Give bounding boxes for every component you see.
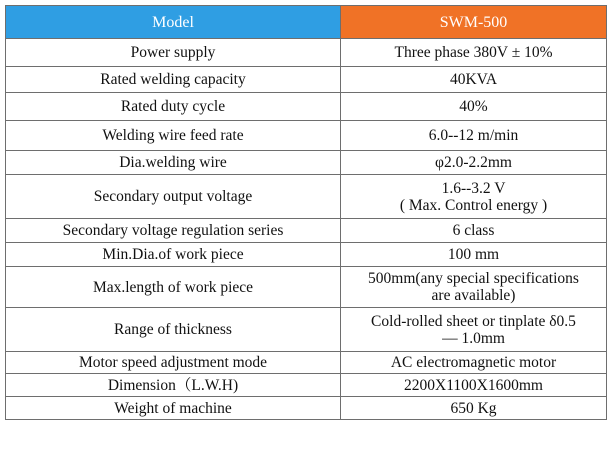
header-label-cell: Model bbox=[6, 6, 341, 39]
spec-label: Welding wire feed rate bbox=[6, 121, 341, 151]
table-row bbox=[6, 243, 607, 267]
spec-value: Three phase 380V ± 10% bbox=[341, 39, 607, 67]
table-row bbox=[6, 67, 607, 93]
table-row bbox=[6, 308, 607, 352]
spec-value: 6.0--12 m/min bbox=[341, 121, 607, 151]
spec-value: 6 class bbox=[341, 219, 607, 243]
spec-value: 40% bbox=[341, 93, 607, 121]
spec-value-line-2: — 1.0mm bbox=[442, 329, 505, 347]
spec-label: Range of thickness bbox=[6, 308, 341, 352]
spec-value-multiline bbox=[341, 175, 607, 219]
spec-table-container bbox=[5, 5, 606, 420]
spec-value-line-2: ( Max. Control energy ) bbox=[399, 196, 548, 214]
spec-value-line-2: are available) bbox=[431, 287, 516, 304]
spec-label: Max.length of work piece bbox=[6, 267, 341, 308]
spec-label: Dimension（L.W.H) bbox=[6, 374, 341, 397]
spec-label: Min.Dia.of work piece bbox=[6, 243, 341, 267]
table-row bbox=[6, 121, 607, 151]
table-row bbox=[6, 267, 607, 308]
spec-value-multiline bbox=[341, 267, 607, 308]
spec-value: AC electromagnetic motor bbox=[341, 352, 607, 374]
spec-value: 650 Kg bbox=[341, 397, 607, 420]
spec-label: Rated duty cycle bbox=[6, 93, 341, 121]
table-row bbox=[6, 352, 607, 374]
spec-value-multiline bbox=[341, 308, 607, 352]
spec-value: 2200X1100X1600mm bbox=[341, 374, 607, 397]
table-row bbox=[6, 39, 607, 67]
spec-table bbox=[5, 5, 607, 420]
spec-label: Rated welding capacity bbox=[6, 67, 341, 93]
table-row bbox=[6, 374, 607, 397]
spec-value: φ2.0-2.2mm bbox=[341, 151, 607, 175]
table-row bbox=[6, 175, 607, 219]
spec-value-line-1: Cold-rolled sheet or tinplate δ0.5 bbox=[371, 312, 576, 330]
spec-label: Secondary output voltage bbox=[6, 175, 341, 219]
table-row bbox=[6, 151, 607, 175]
spec-label: Dia.welding wire bbox=[6, 151, 341, 175]
header-model-value-cell: SWM-500 bbox=[341, 6, 607, 39]
spec-value: 100 mm bbox=[341, 243, 607, 267]
spec-label: Secondary voltage regulation series bbox=[6, 219, 341, 243]
spec-value: 40KVA bbox=[341, 67, 607, 93]
spec-label: Weight of machine bbox=[6, 397, 341, 420]
table-row bbox=[6, 93, 607, 121]
spec-label: Motor speed adjustment mode bbox=[6, 352, 341, 374]
spec-value-line-1: 1.6--3.2 V bbox=[441, 179, 506, 197]
table-header-row bbox=[6, 6, 607, 39]
spec-label: Power supply bbox=[6, 39, 341, 67]
table-row bbox=[6, 219, 607, 243]
spec-value-line-1: 500mm(any special specifications bbox=[368, 270, 579, 287]
table-row bbox=[6, 397, 607, 420]
